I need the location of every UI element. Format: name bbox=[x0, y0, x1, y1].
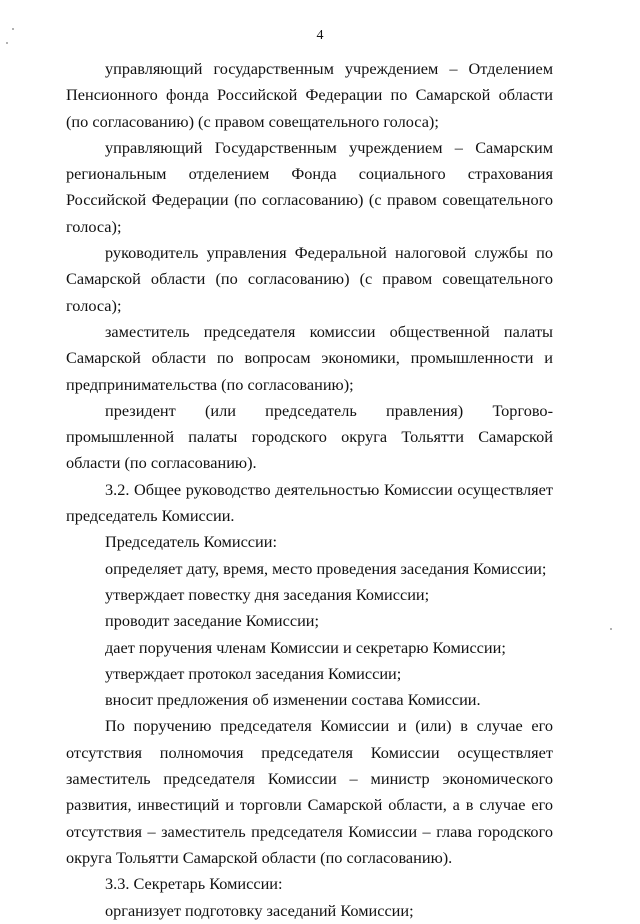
paragraph-deputy-powers: По поручению председателя Комиссии и (или) в случае его отсутствия полномочия председателя Комиссии осуществляет заместитель председателя Комиссии – министр экономического развития, инвестиций и торговли Самарской области, а в случае его отсутствия – заместитель председателя Комиссии – глава городского округа Тольятти Самарской области (по согласованию). bbox=[66, 716, 553, 867]
list-item-date-time-place: определяет дату, время, место проведения заседания Комиссии; bbox=[105, 558, 547, 578]
paragraph-chamber-of-commerce: президент (или председатель правления) Торгово-промышленной палаты городского округа Тольятти Самарской области (по согласованию). bbox=[66, 400, 553, 473]
paragraph-chairman-heading: Председатель Комиссии: bbox=[105, 532, 277, 552]
paragraph-public-chamber: заместитель председателя комиссии общественной палаты Самарской области по вопросам экономики, промышленности и предпринимательства (по согласованию); bbox=[66, 321, 553, 394]
list-item-protocol: утверждает протокол заседания Комиссии; bbox=[105, 663, 402, 683]
list-item-organizes-preparation: организует подготовку заседаний Комиссии; bbox=[105, 900, 414, 920]
paragraph-section-3-3: 3.3. Секретарь Комиссии: bbox=[105, 874, 283, 894]
list-item-instructions: дает поручения членам Комиссии и секретарю Комиссии; bbox=[105, 637, 506, 657]
list-item-composition-changes: вносит предложения об изменении состава Комиссии. bbox=[105, 690, 481, 710]
scan-speck bbox=[610, 628, 612, 630]
scan-speck bbox=[6, 42, 8, 44]
paragraph-pension-fund: управляющий государственным учреждением – Отделением Пенсионного фонда Российской Федерации по Самарской области (по согласованию) (с правом совещательного голоса); bbox=[66, 59, 553, 131]
paragraph-social-insurance-fund: управляющий Государственным учреждением – Самарским региональным отделением Фонда социального страхования Российской Федерации (по согласованию) (с правом совещательного голоса); bbox=[66, 137, 553, 236]
page-number: 4 bbox=[316, 28, 324, 43]
list-item-agenda: утверждает повестку дня заседания Комиссии; bbox=[105, 584, 430, 604]
paragraph-tax-service: руководитель управления Федеральной налоговой службы по Самарской области (по согласованию) (с правом совещательного голоса); bbox=[66, 243, 553, 315]
paragraph-section-3-2: 3.2. Общее руководство деятельностью Комиссии осуществляет председатель Комиссии. bbox=[66, 479, 553, 526]
list-item-conducts-meeting: проводит заседание Комиссии; bbox=[105, 611, 320, 631]
document-body bbox=[66, 56, 553, 924]
scan-speck bbox=[12, 28, 14, 30]
